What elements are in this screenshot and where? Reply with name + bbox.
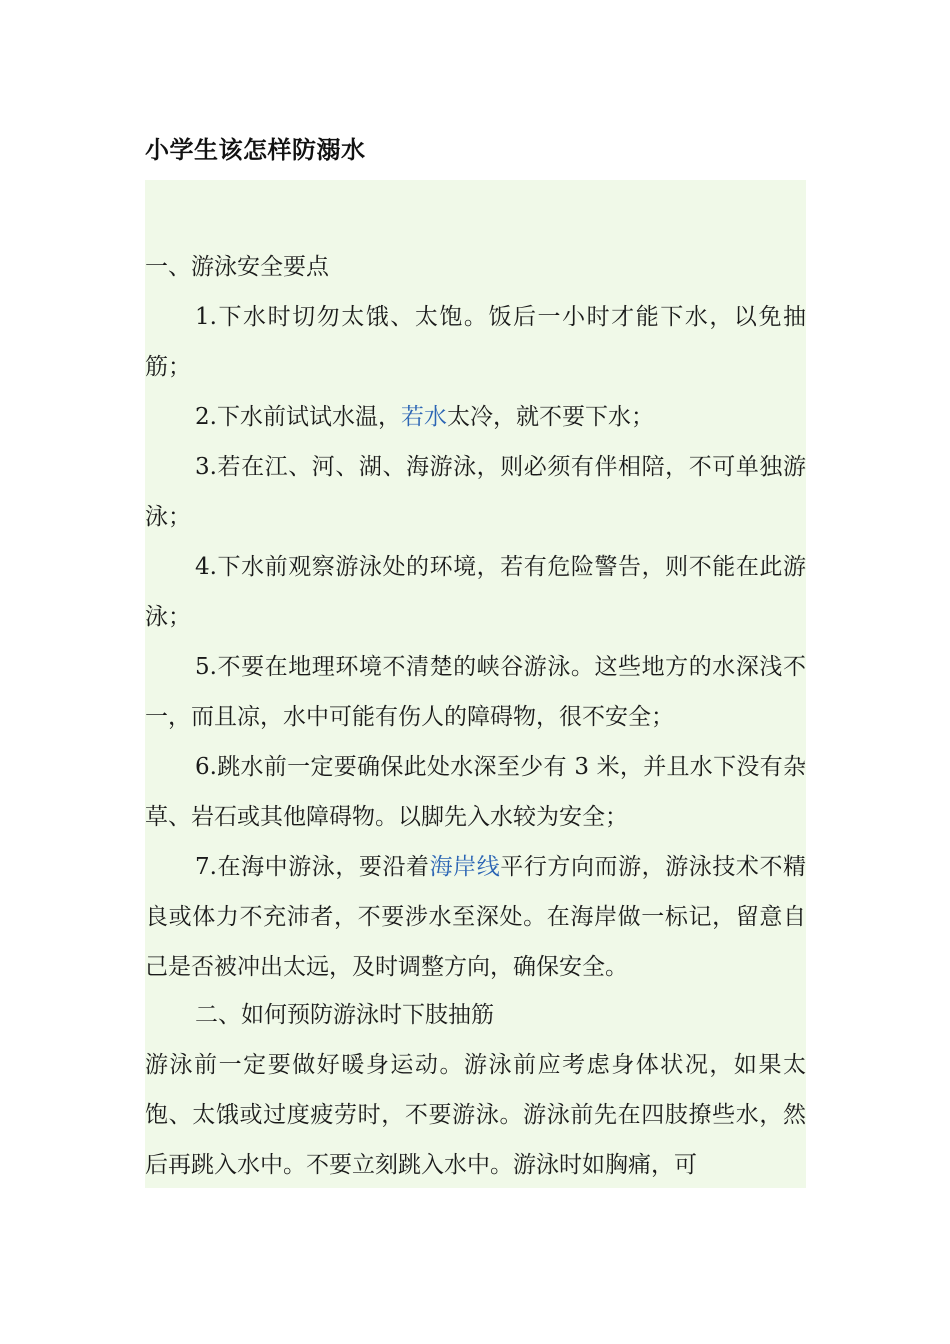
list-item: 3.若在江、河、湖、海游泳，则必须有伴相陪，不可单独游泳； <box>145 454 806 530</box>
list-item-text: 2.下水前试试水温， <box>195 404 401 430</box>
list-item <box>145 392 806 442</box>
list-item-text: 平行方向而游，游泳技术不精良或体力不充沛者，不要涉水至深处。在海岸做一标记，留意自己是否被冲出太远，及时调整方向，确保安全。 <box>145 854 807 980</box>
page-title: 小学生该怎样防溺水 <box>145 136 366 164</box>
section-heading-safety-points: 一、游泳安全要点 <box>145 254 329 280</box>
section-heading-cramp-prevention: 二、如何预防游泳时下肢抽筋 <box>195 1002 494 1028</box>
inline-link[interactable]: 海岸线 <box>429 854 501 880</box>
list-item: 6.跳水前一定要确保此处水深至少有 3 米，并且水下没有杂草、岩石或其他障碍物。以脚先入水较为安全； <box>145 754 806 830</box>
list-item: 4.下水前观察游泳处的环境，若有危险警告，则不能在此游泳； <box>145 554 806 630</box>
list-item: 1.下水时切勿太饿、太饱。饭后一小时才能下水，以免抽筋； <box>145 304 806 380</box>
body-paragraph: 游泳前一定要做好暖身运动。游泳前应考虑身体状况，如果太饱、太饿或过度疲劳时，不要游泳。游泳前先在四肢撩些水，然后再跳入水中。不要立刻跳入水中。游泳时如胸痛，可 <box>145 1052 806 1178</box>
list-item <box>145 842 806 992</box>
inline-link[interactable]: 若水 <box>400 404 447 430</box>
list-item-text: 7.在海中游泳，要沿着 <box>195 854 430 880</box>
list-item-text: 太冷，就不要下水； <box>446 404 654 430</box>
list-item: 5.不要在地理环境不清楚的峡谷游泳。这些地方的水深浅不一，而且凉，水中可能有伤人的障碍物，很不安全； <box>145 654 806 730</box>
